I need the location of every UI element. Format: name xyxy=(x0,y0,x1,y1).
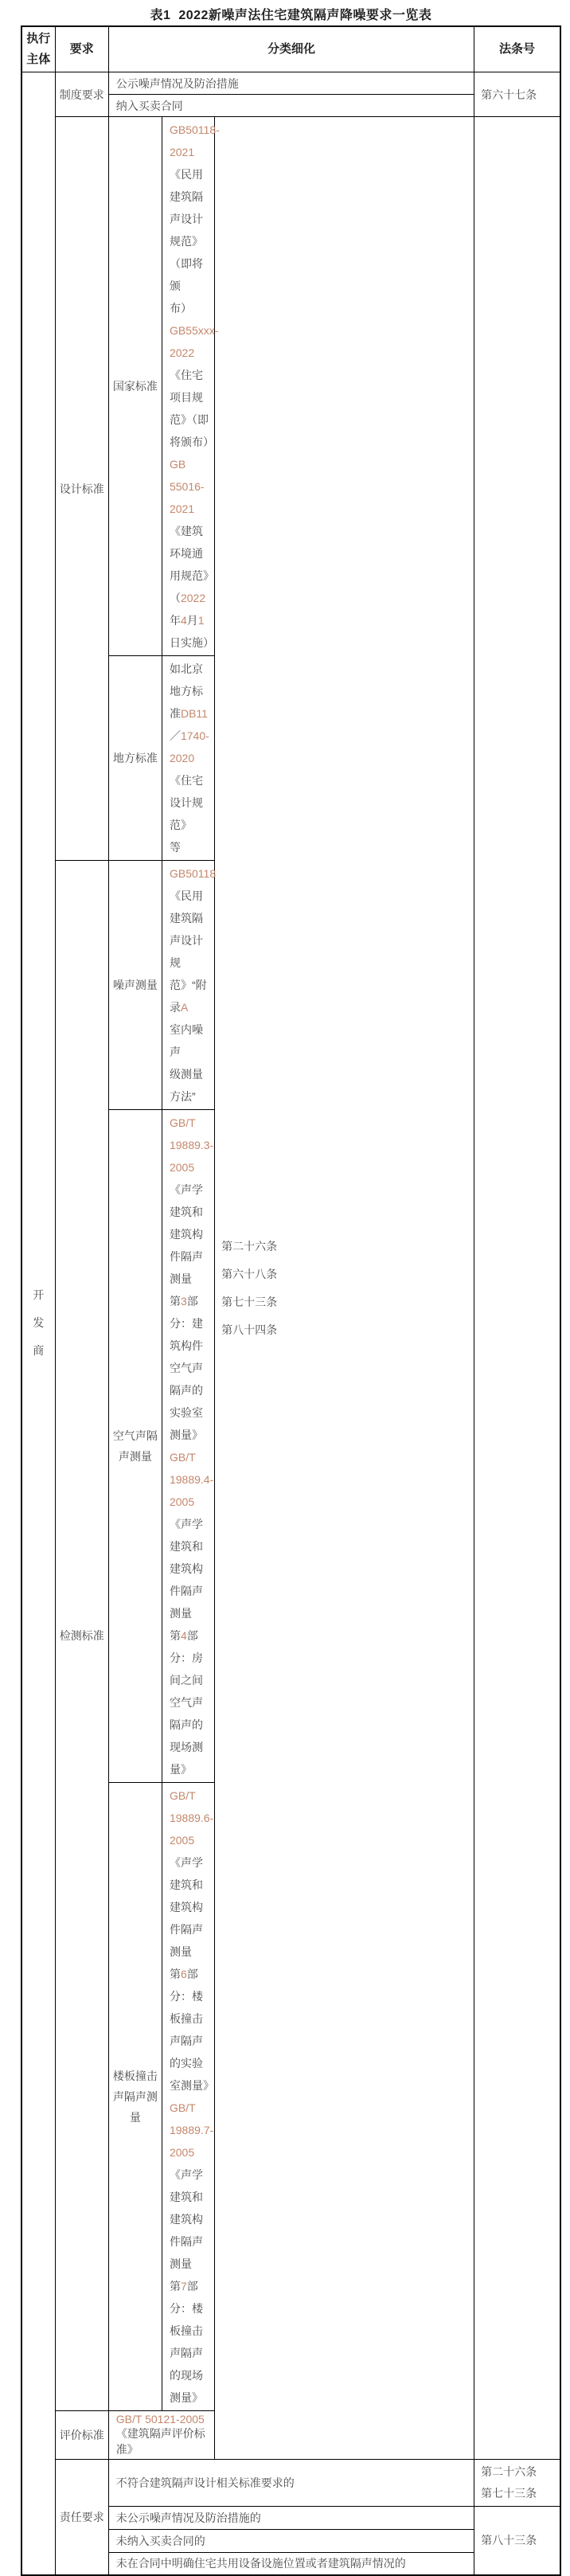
noise-measure-label: 噪声测量 xyxy=(108,861,162,1110)
evaluation-standard-content: GB/T 50121-2005《建筑隔声评价标准》 xyxy=(108,2411,214,2460)
local-standard-label: 地方标准 xyxy=(108,656,162,861)
executor-label: 开发商 xyxy=(33,1288,45,1358)
table-row xyxy=(21,117,560,656)
evaluation-standard-label: 评价标准 xyxy=(55,2411,108,2460)
header-executor: 执行主体 xyxy=(21,26,55,72)
airborne-measure-content: GB/T 19889.3-2005《声学 建筑和建筑构件隔声测量 第3部分：建筑构件空气声隔声的实验室测量》 GB/T 19889.4-2005《声学 建筑和建筑构件隔声测量 第4部分：房间之间空气声隔声的现场测量》 xyxy=(162,1110,214,1783)
header-requirement: 要求 xyxy=(55,26,108,72)
liability-item-4: 未在合同中明确住宅共用设备设施位置或者建筑隔声情况的 xyxy=(108,2553,474,2575)
system-requirement-label: 制度要求 xyxy=(55,72,108,117)
table-row xyxy=(21,72,560,95)
national-standard-content: GB50118-2021《民用建筑隔声设计规范》（即将颁 布） GB55xxx-2022《住宅项目规范》（即将颁布） GB 55016-2021《建筑环境通用规范》（2022年4月1 日实施） xyxy=(162,117,214,656)
liability-requirement-label: 责任要求 xyxy=(55,2460,108,2575)
system-item-2: 纳入买卖合同 xyxy=(108,95,474,117)
header-row xyxy=(21,26,560,72)
system-item-1: 公示噪声情况及防治措施 xyxy=(108,72,474,95)
executor-cell xyxy=(21,72,55,2575)
liability-item-1: 不符合建筑隔声设计相关标准要求的 xyxy=(108,2460,474,2507)
article-cell-83: 第八十三条 xyxy=(474,2507,560,2575)
airborne-measure-label: 空气声隔声测量 xyxy=(108,1110,162,1783)
header-article: 法条号 xyxy=(474,26,560,72)
noise-measure-content: GB50118《民用建筑隔声设计规范》“附录A 室内噪声 级测量方法” xyxy=(162,861,214,1110)
national-standard-label: 国家标准 xyxy=(108,117,162,656)
liability-item-3: 未纳入买卖合同的 xyxy=(108,2530,474,2553)
article-cell-standard: 第二十六条 第六十八条 第七十三条 第八十四条 xyxy=(215,117,474,2460)
testing-standard-label: 检测标准 xyxy=(55,861,108,2411)
table-title: 表1 2022新噪声法住宅建筑隔声降噪要求一览表 xyxy=(150,9,432,22)
liability-item-2: 未公示噪声情况及防治措施的 xyxy=(108,2507,474,2530)
local-standard-content: 如北京地方标准DB11／1740-2020《住宅设计规范》 等 xyxy=(162,656,214,861)
impact-measure-content: GB/T 19889.6-2005《声学 建筑和建筑构件隔声测量 第6部分：楼板撞击声隔声的实验室测量》 GB/T 19889.7-2005《声学 建筑和建筑构件隔声测量 第7部分：楼板撞击声隔声的现场测量》 xyxy=(162,1783,214,2411)
design-standard-label: 设计标准 xyxy=(55,117,108,861)
article-cell-67: 第六十七条 xyxy=(474,72,560,117)
table-row xyxy=(21,2460,560,2507)
impact-measure-label: 楼板撞击声隔声测量 xyxy=(108,1783,162,2411)
noise-law-table xyxy=(21,25,561,2576)
header-classification: 分类细化 xyxy=(108,26,474,72)
article-cell-26-73: 第二十六条 第七十三条 xyxy=(474,2460,560,2507)
